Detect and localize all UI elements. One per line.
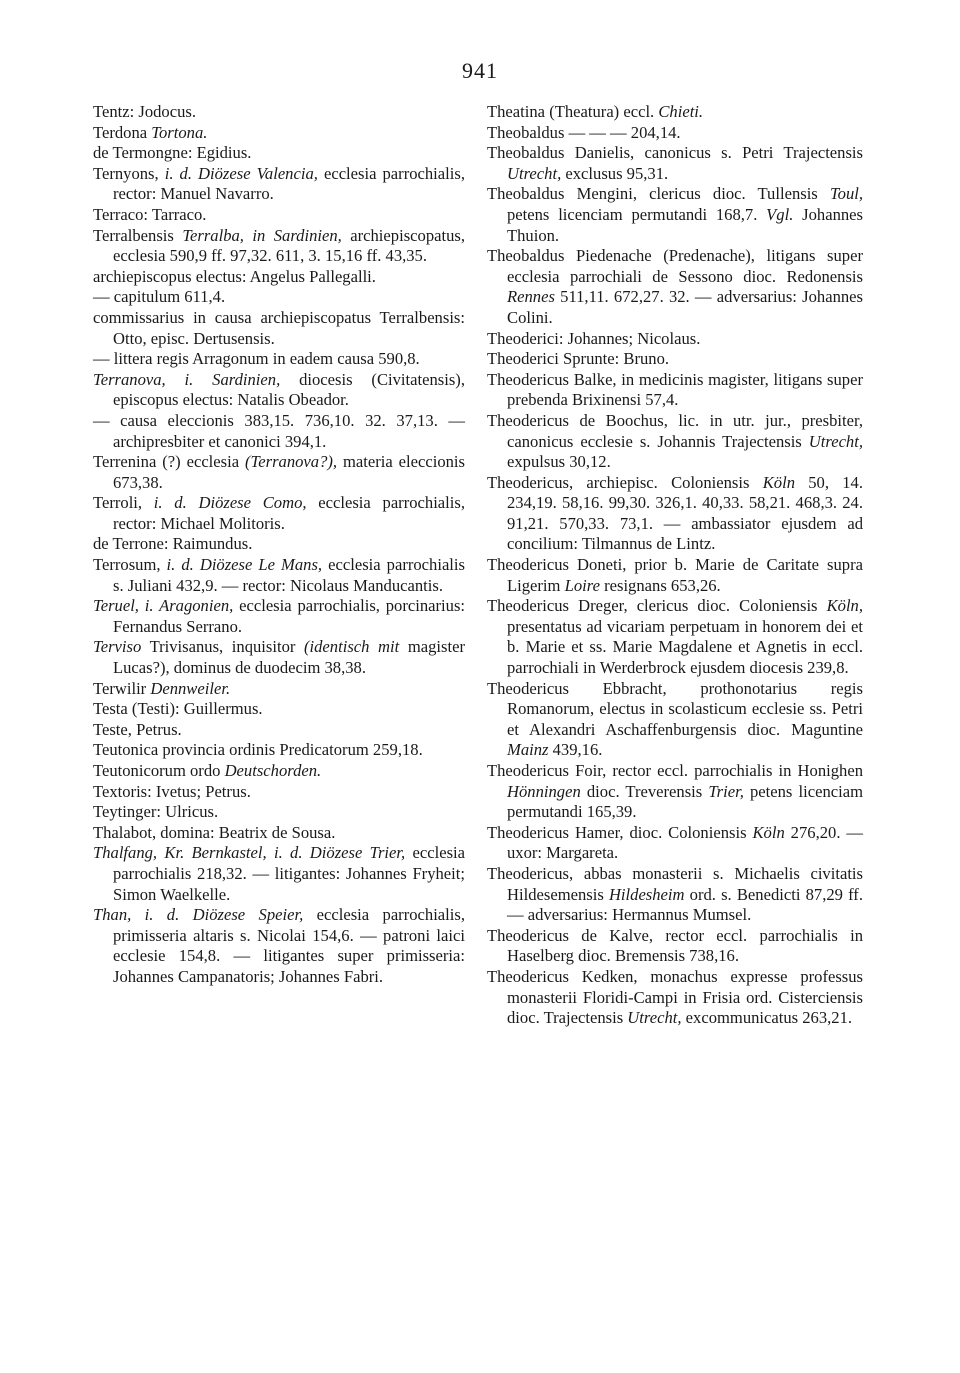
index-entry: Theoderici Sprunte: Bruno. (487, 349, 670, 369)
index-entry: Theobaldus Piedenache (Predenache), litigans super ecclesia parrochiali de Sessono dioc. Redonensis Rennes 511,11. 672,27. 32. — adversarius: Johannes Colini. (487, 246, 863, 327)
index-entry: Terraco: Tarraco. (93, 204, 207, 224)
index-entry: Theodericus Dreger, clericus dioc. Coloniensis Köln, presentatus ad vicariam perpetuam in honorem dei et b. Marie et ss. Marie Magdalene et Agnetis in eccl. parrochiali in Werderbrock ejusdem diocesis 239,8. (487, 596, 863, 678)
index-entry: Theobaldus — — — 204,14. (487, 122, 681, 142)
index-entry: de Terrone: Raimundus. (93, 534, 253, 554)
index-entry: Teutonica provincia ordinis Predicatorum 259,18. (93, 740, 423, 760)
left-column (93, 102, 465, 988)
index-entry: — littera regis Arragonum in eadem causa 590,8. (93, 349, 420, 369)
index-entry: Theodericus Balke, in medicinis magister, litigans super prebenda Brixinensi 57,4. (487, 369, 863, 410)
index-entry: Theobaldus Mengini, clericus dioc. Tullensis Toul, petens licenciam permutandi 168,7. Vgl. Johannes Thuion. (487, 184, 863, 245)
index-entry: Theoderici: Johannes; Nicolaus. (487, 328, 701, 348)
index-entry: Terrenina (?) ecclesia (Terranova?), materia eleccionis 673,38. (93, 452, 465, 492)
index-entry: Theodericus Doneti, prior b. Marie de Caritate supra Ligerim Loire resignans 653,26. (487, 555, 863, 595)
index-entry: Terviso Trivisanus, inquisitor (identisch mit magister Lucas?), dominus de duodecim 38,38. (93, 637, 465, 678)
index-entry: Terwilir Dennweiler. (93, 678, 231, 698)
index-entry: Theodericus de Kalve, rector eccl. parrochialis in Haselberg dioc. Bremensis 738,16. (487, 925, 863, 966)
index-entry: Teytinger: Ulricus. (93, 802, 219, 822)
index-entry: Theodericus Hamer, dioc. Coloniensis Köln 276,20. — uxor: Margareta. (487, 822, 863, 863)
index-entry: Textoris: Ivetus; Petrus. (93, 781, 251, 801)
index-entry: Teruel, i. Aragonien, ecclesia parrochialis, porcinarius: Fernandus Serrano. (93, 596, 466, 636)
index-entry: Theodericus Foir, rector eccl. parrochialis in Honighen Hönningen dioc. Treverensis Trier, petens licenciam permutandi 165,39. (487, 761, 864, 822)
index-entry: Teste, Petrus. (93, 719, 182, 739)
index-entry: Thalabot, domina: Beatrix de Sousa. (93, 822, 336, 842)
index-entry: archiepiscopus electus: Angelus Pallegalli. (93, 266, 376, 286)
index-entry: — causa eleccionis 383,15. 736,10. 32. 37,13. — archipresbiter et canonici 394,1. (93, 410, 465, 451)
index-entry: Theodericus Ebbracht, prothonotarius regis Romanorum, electus in scolasticum ecclesie ss. Petri et Alexandri Aschaffenburgensis dioc. Maguntine Mainz 439,16. (487, 678, 863, 760)
index-entry: Terdona Tortona. (93, 122, 208, 142)
index-entry: Terrosum, i. d. Diözese Le Mans, ecclesia parrochialis s. Juliani 432,9. — rector: Nicolaus Manducantis. (93, 555, 465, 595)
index-entry: — capitulum 611,4. (93, 287, 226, 307)
index-entry: Ternyons, i. d. Diözese Valencia, ecclesia parrochialis, rector: Manuel Navarro. (93, 163, 465, 204)
page-number: 941 (462, 58, 498, 83)
right-column (487, 102, 863, 1029)
index-entry: Terranova, i. Sardinien, diocesis (Civitatensis), episcopus electus: Natalis Obeador. (93, 369, 465, 410)
index-entry: commissarius in causa archiepiscopatus Terralbensis: Otto, episc. Dertusensis. (93, 307, 465, 348)
index-entry: Terralbensis Terralba, in Sardinien, archiepiscopatus, ecclesia 590,9 ff. 97,32. 611, 3. 15,16 ff. 43,35. (93, 225, 465, 266)
index-entry: Terroli, i. d. Diözese Como, ecclesia parrochialis, rector: Michael Molitoris. (93, 493, 465, 533)
index-entry: Theodericus, archiepisc. Coloniensis Köln 50, 14. 234,19. 58,16. 99,30. 326,1. 40,33. 58,21. 468,3. 24. 91,21. 570,33. 73,1. — ambassiator ejusdem ad concilium: Tilmannus de Lintz. (487, 472, 863, 554)
index-entry: Than, i. d. Diözese Speier, ecclesia parrochialis, primisseria altaris s. Nicolai 154,6. — patroni laici ecclesie 154,8. — litigantes super primisseria: Johannes Campanatoris; Johannes Fabri. (93, 905, 465, 986)
index-entry: de Termongne: Egidius. (93, 143, 252, 163)
index-entry: Testa (Testi): Guillermus. (93, 699, 263, 719)
index-entry: Theodericus, abbas monasterii s. Michaelis civitatis Hildesemensis Hildesheim ord. s. Benedicti 87,29 ff. — adversarius: Hermannus Mumsel. (487, 863, 863, 925)
index-entry: Tentz: Jodocus. (93, 102, 196, 121)
index-entry: Theobaldus Danielis, canonicus s. Petri Trajectensis Utrecht, exclusus 95,31. (487, 143, 863, 183)
index-entry: Theodericus Kedken, monachus expresse professus monasterii Floridi-Campi in Frisia ord. Cisterciensis dioc. Trajectensis Utrecht, excommunicatus 263,21. (487, 966, 863, 1028)
index-entry: Theatina (Theatura) eccl. Chieti. (487, 102, 704, 121)
index-entry: Teutonicorum ordo Deutschorden. (93, 761, 322, 780)
index-entry: Theodericus de Boochus, lic. in utr. jur., presbiter, canonicus ecclesie s. Johannis Trajectensis Utrecht, expulsus 30,12. (487, 410, 863, 472)
index-entry: Thalfang, Kr. Bernkastel, i. d. Diözese Trier, ecclesia parrochialis 218,32. — litigantes: Johannes Fryheit; Simon Waelkelle. (93, 843, 466, 904)
